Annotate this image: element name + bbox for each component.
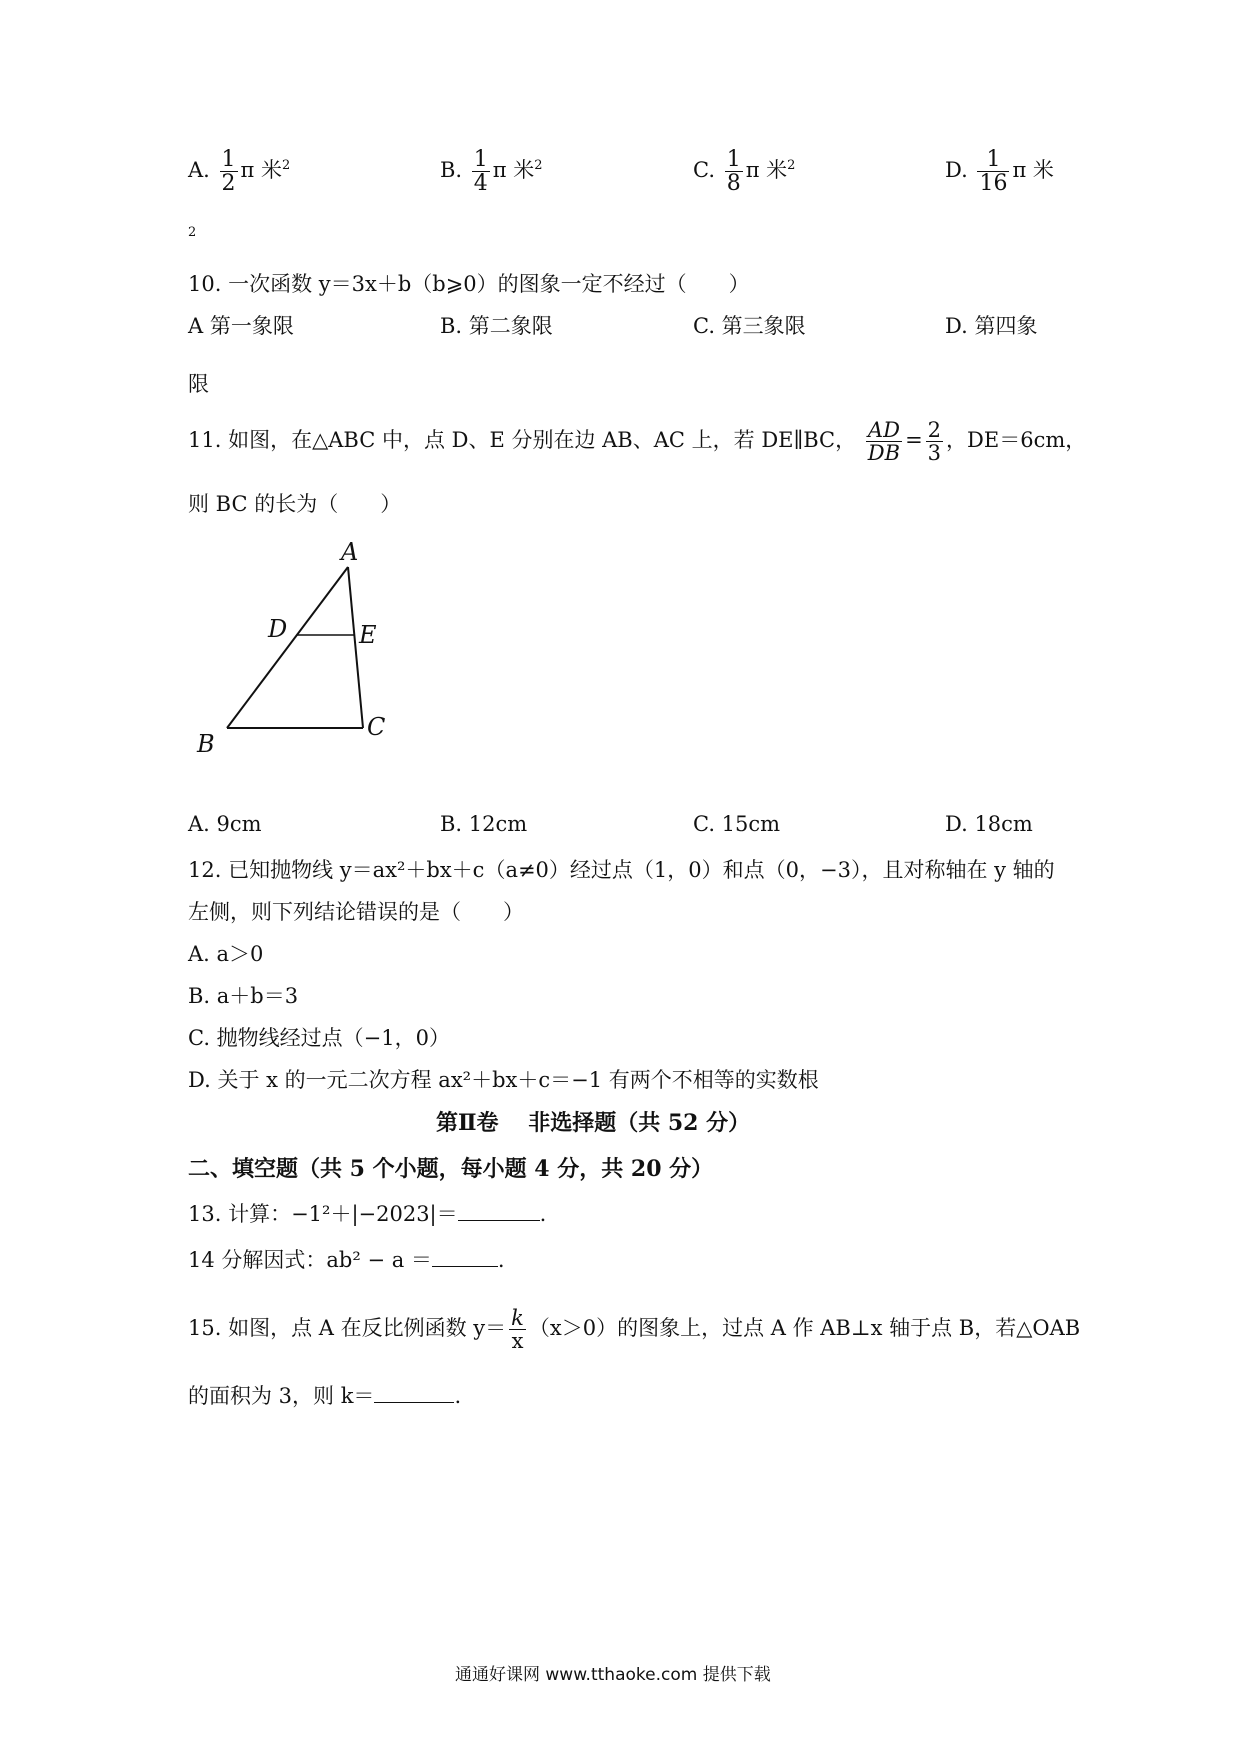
option-sup: 2 (282, 158, 291, 174)
question-text: 15. 如图，点 A 在反比例函数 y＝ (188, 1316, 507, 1340)
fraction-numerator: AD (867, 417, 900, 442)
option-unit: π 米 (1012, 158, 1054, 183)
q11-option-b: B. 12cm (440, 812, 528, 836)
option-unit: π 米 (745, 158, 788, 183)
q9-option-c (693, 148, 795, 195)
question-text: 14 分解因式：ab² − a ＝ (188, 1248, 432, 1272)
option-letter: B. (440, 158, 463, 183)
fraction-denominator: 2 (221, 171, 236, 197)
q10-option-d: D. 第四象 (945, 314, 1038, 338)
fraction-denominator: 8 (726, 171, 741, 197)
q10-option-a: A 第一象限 (188, 314, 294, 338)
q13 (188, 1198, 546, 1228)
fraction-numerator: 1 (986, 147, 1001, 172)
fraction-numerator: 1 (221, 147, 236, 172)
option-unit: π 米 (492, 158, 535, 183)
fraction (977, 148, 1009, 195)
q10-overflow: 限 (188, 372, 209, 396)
option-sup: 2 (534, 158, 543, 174)
option-sup: 2 (787, 158, 796, 174)
q11-stem-line1 (188, 412, 1086, 468)
label-e: E (359, 621, 377, 649)
q11-stem-line2: 则 BC 的长为（ ） (188, 492, 402, 516)
fraction-denominator: DB (867, 441, 901, 465)
q11-option-d: D. 18cm (945, 812, 1033, 836)
q12-option-d: D. 关于 x 的一元二次方程 ax²＋bx＋c＝−1 有两个不相等的实数根 (188, 1068, 819, 1092)
label-b: B (197, 730, 215, 758)
q9-option-b (440, 148, 543, 195)
q10-stem: 10. 一次函数 y＝3x＋b（b⩾0）的图象一定不经过（ ） (188, 272, 750, 296)
label-c: C (367, 713, 386, 741)
q9-option-d (945, 148, 1054, 195)
fraction-2-3 (926, 419, 943, 464)
fraction (472, 148, 490, 195)
label-a: A (341, 538, 359, 566)
end-period: . (497, 1248, 505, 1272)
q11-option-a: A. 9cm (188, 812, 262, 836)
question-text: 的面积为 3，则 k＝ (188, 1384, 375, 1408)
fraction-denominator: 4 (473, 171, 488, 197)
fraction-numerator: k (511, 1305, 524, 1330)
fraction-ad-db (866, 419, 902, 464)
section-subtitle: 二、填空题（共 5 个小题，每小题 4 分，共 20 分） (188, 1156, 714, 1182)
q14 (188, 1244, 505, 1274)
fraction-denominator: x (509, 1329, 526, 1352)
q15-line2 (188, 1380, 461, 1410)
q10-option-b: B. 第二象限 (440, 314, 553, 338)
end-period: . (539, 1202, 547, 1226)
equals-sign: = (905, 428, 923, 452)
fraction-denominator: 16 (979, 171, 1008, 197)
q12-option-c: C. 抛物线经过点（−1，0） (188, 1026, 450, 1050)
option-unit: π 米 (240, 158, 283, 183)
q12-stem-line2: 左侧，则下列结论错误的是（ ） (188, 900, 524, 924)
section-title: 第Ⅱ卷 非选择题（共 52 分） (436, 1110, 751, 1136)
fraction-numerator: 1 (726, 147, 741, 172)
fraction-numerator: 1 (473, 147, 488, 172)
q12-stem-line1: 12. 已知抛物线 y＝ax²＋bx＋c（a≠0）经过点（1，0）和点（0，−3），且对称轴在 y 轴的 (188, 858, 1055, 882)
side-ab (227, 567, 348, 728)
q9-overflow-sup: 2 (188, 225, 197, 240)
fraction (220, 148, 238, 195)
q10-option-c: C. 第三象限 (693, 314, 806, 338)
q15-line1 (188, 1300, 1080, 1356)
q12-option-b: B. a＋b＝3 (188, 984, 299, 1008)
label-d: D (268, 615, 288, 643)
triangle-figure (185, 530, 415, 760)
fraction (725, 148, 743, 195)
fraction-denominator: 3 (927, 441, 942, 465)
q12-option-a: A. a＞0 (188, 942, 264, 966)
answer-blank (374, 1384, 454, 1403)
fraction-k-x (509, 1307, 526, 1352)
option-letter: A. (188, 158, 210, 183)
answer-blank (432, 1248, 498, 1267)
stem-text: 11. 如图，在△ABC 中，点 D、E 分别在边 AB、AC 上，若 DE∥BC， (188, 428, 857, 452)
stem-text: ，DE＝6cm， (946, 428, 1087, 452)
option-letter: C. (693, 158, 715, 183)
end-period: . (454, 1384, 462, 1408)
answer-blank (458, 1202, 540, 1221)
q11-option-c: C. 15cm (693, 812, 781, 836)
question-text: 13. 计算：−1²＋|−2023|＝ (188, 1202, 458, 1226)
question-text: （x＞0）的图象上，过点 A 作 AB⊥x 轴于点 B，若△OAB (528, 1316, 1081, 1340)
q9-option-a (188, 148, 290, 195)
fraction-numerator: 2 (927, 417, 942, 442)
option-letter: D. (945, 158, 968, 183)
page-footer: 通通好课网 www.tthaoke.com 提供下载 (455, 1665, 771, 1685)
